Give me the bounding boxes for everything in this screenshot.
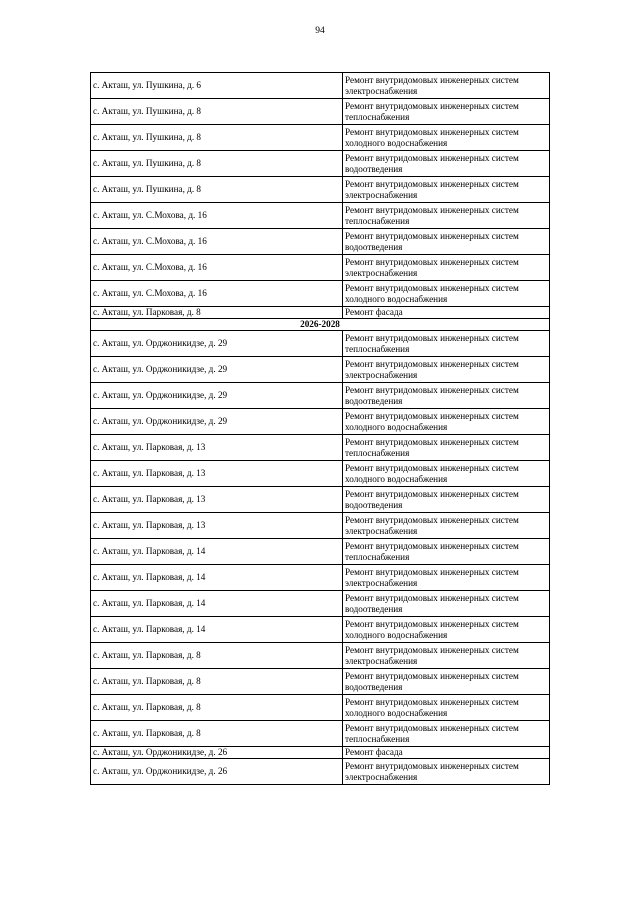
work-cell: Ремонт внутридомовых инженерных систем холодного водоснабжения bbox=[343, 125, 550, 151]
address-cell: с. Акташ, ул. Парковая, д. 8 bbox=[91, 643, 343, 669]
work-cell: Ремонт внутридомовых инженерных систем теплоснабжения bbox=[343, 435, 550, 461]
work-cell: Ремонт внутридомовых инженерных систем водоотведения bbox=[343, 591, 550, 617]
table-row bbox=[91, 151, 550, 177]
table-row bbox=[91, 643, 550, 669]
table-row bbox=[91, 383, 550, 409]
work-cell: Ремонт внутридомовых инженерных систем водоотведения bbox=[343, 669, 550, 695]
address-cell: с. Акташ, ул. Пушкина, д. 8 bbox=[91, 99, 343, 125]
address-cell: с. Акташ, ул. С.Мохова, д. 16 bbox=[91, 229, 343, 255]
address-cell: с. Акташ, ул. Парковая, д. 8 bbox=[91, 669, 343, 695]
work-cell: Ремонт внутридомовых инженерных систем холодного водоснабжения bbox=[343, 695, 550, 721]
table-row bbox=[91, 99, 550, 125]
table-row bbox=[91, 669, 550, 695]
address-cell: с. Акташ, ул. Парковая, д. 13 bbox=[91, 513, 343, 539]
work-cell: Ремонт внутридомовых инженерных систем электроснабжения bbox=[343, 177, 550, 203]
work-cell: Ремонт внутридомовых инженерных систем электроснабжения bbox=[343, 357, 550, 383]
address-cell: с. Акташ, ул. С.Мохова, д. 16 bbox=[91, 281, 343, 307]
work-cell: Ремонт внутридомовых инженерных систем теплоснабжения bbox=[343, 721, 550, 747]
table-row bbox=[91, 747, 550, 759]
section-header-row bbox=[91, 319, 550, 331]
table-row bbox=[91, 229, 550, 255]
table-row bbox=[91, 759, 550, 785]
work-cell: Ремонт фасада bbox=[343, 307, 550, 319]
address-cell: с. Акташ, ул. Парковая, д. 13 bbox=[91, 461, 343, 487]
work-cell: Ремонт внутридомовых инженерных систем электроснабжения bbox=[343, 255, 550, 281]
work-cell: Ремонт внутридомовых инженерных систем электроснабжения bbox=[343, 565, 550, 591]
table-row bbox=[91, 281, 550, 307]
table-row bbox=[91, 591, 550, 617]
work-cell: Ремонт внутридомовых инженерных систем теплоснабжения bbox=[343, 99, 550, 125]
address-cell: с. Акташ, ул. Орджоникидзе, д. 29 bbox=[91, 331, 343, 357]
table-row bbox=[91, 617, 550, 643]
table-row bbox=[91, 73, 550, 99]
address-cell: с. Акташ, ул. Орджоникидзе, д. 29 bbox=[91, 357, 343, 383]
work-cell: Ремонт внутридомовых инженерных систем холодного водоснабжения bbox=[343, 617, 550, 643]
address-cell: с. Акташ, ул. Парковая, д. 14 bbox=[91, 617, 343, 643]
table-row bbox=[91, 177, 550, 203]
work-cell: Ремонт внутридомовых инженерных систем электроснабжения bbox=[343, 73, 550, 99]
table-row bbox=[91, 409, 550, 435]
table-body bbox=[91, 73, 550, 785]
work-cell: Ремонт внутридомовых инженерных систем теплоснабжения bbox=[343, 203, 550, 229]
address-cell: с. Акташ, ул. Орджоникидзе, д. 29 bbox=[91, 409, 343, 435]
address-cell: с. Акташ, ул. Пушкина, д. 8 bbox=[91, 177, 343, 203]
table-row bbox=[91, 721, 550, 747]
work-cell: Ремонт внутридомовых инженерных систем холодного водоснабжения bbox=[343, 281, 550, 307]
address-cell: с. Акташ, ул. С.Мохова, д. 16 bbox=[91, 203, 343, 229]
work-cell: Ремонт внутридомовых инженерных систем электроснабжения bbox=[343, 513, 550, 539]
table-row bbox=[91, 203, 550, 229]
address-cell: с. Акташ, ул. Пушкина, д. 6 bbox=[91, 73, 343, 99]
address-cell: с. Акташ, ул. Парковая, д. 13 bbox=[91, 487, 343, 513]
work-cell: Ремонт внутридомовых инженерных систем электроснабжения bbox=[343, 759, 550, 785]
address-cell: с. Акташ, ул. Парковая, д. 8 bbox=[91, 307, 343, 319]
table-row bbox=[91, 513, 550, 539]
work-cell: Ремонт внутридомовых инженерных систем водоотведения bbox=[343, 229, 550, 255]
work-cell: Ремонт внутридомовых инженерных систем теплоснабжения bbox=[343, 331, 550, 357]
table-row bbox=[91, 307, 550, 319]
table-row bbox=[91, 487, 550, 513]
table-row bbox=[91, 255, 550, 281]
work-cell: Ремонт внутридомовых инженерных систем водоотведения bbox=[343, 383, 550, 409]
table-row bbox=[91, 565, 550, 591]
address-cell: с. Акташ, ул. С.Мохова, д. 16 bbox=[91, 255, 343, 281]
work-cell: Ремонт внутридомовых инженерных систем теплоснабжения bbox=[343, 539, 550, 565]
table-row bbox=[91, 331, 550, 357]
repair-schedule-table bbox=[90, 72, 550, 785]
work-cell: Ремонт внутридомовых инженерных систем холодного водоснабжения bbox=[343, 461, 550, 487]
work-cell: Ремонт внутридомовых инженерных систем электроснабжения bbox=[343, 643, 550, 669]
work-cell: Ремонт фасада bbox=[343, 747, 550, 759]
table-row bbox=[91, 125, 550, 151]
address-cell: с. Акташ, ул. Парковая, д. 8 bbox=[91, 721, 343, 747]
address-cell: с. Акташ, ул. Орджоникидзе, д. 26 bbox=[91, 747, 343, 759]
table-row bbox=[91, 435, 550, 461]
work-cell: Ремонт внутридомовых инженерных систем холодного водоснабжения bbox=[343, 409, 550, 435]
table-row bbox=[91, 357, 550, 383]
address-cell: с. Акташ, ул. Парковая, д. 14 bbox=[91, 539, 343, 565]
table-row bbox=[91, 539, 550, 565]
address-cell: с. Акташ, ул. Парковая, д. 14 bbox=[91, 565, 343, 591]
address-cell: с. Акташ, ул. Парковая, д. 13 bbox=[91, 435, 343, 461]
address-cell: с. Акташ, ул. Парковая, д. 14 bbox=[91, 591, 343, 617]
work-cell: Ремонт внутридомовых инженерных систем водоотведения bbox=[343, 487, 550, 513]
table-row bbox=[91, 695, 550, 721]
page-number: 94 bbox=[315, 26, 325, 36]
section-header: 2026-2028 bbox=[91, 319, 550, 331]
address-cell: с. Акташ, ул. Пушкина, д. 8 bbox=[91, 125, 343, 151]
address-cell: с. Акташ, ул. Парковая, д. 8 bbox=[91, 695, 343, 721]
address-cell: с. Акташ, ул. Орджоникидзе, д. 26 bbox=[91, 759, 343, 785]
table-row bbox=[91, 461, 550, 487]
work-cell: Ремонт внутридомовых инженерных систем водоотведения bbox=[343, 151, 550, 177]
address-cell: с. Акташ, ул. Орджоникидзе, д. 29 bbox=[91, 383, 343, 409]
address-cell: с. Акташ, ул. Пушкина, д. 8 bbox=[91, 151, 343, 177]
